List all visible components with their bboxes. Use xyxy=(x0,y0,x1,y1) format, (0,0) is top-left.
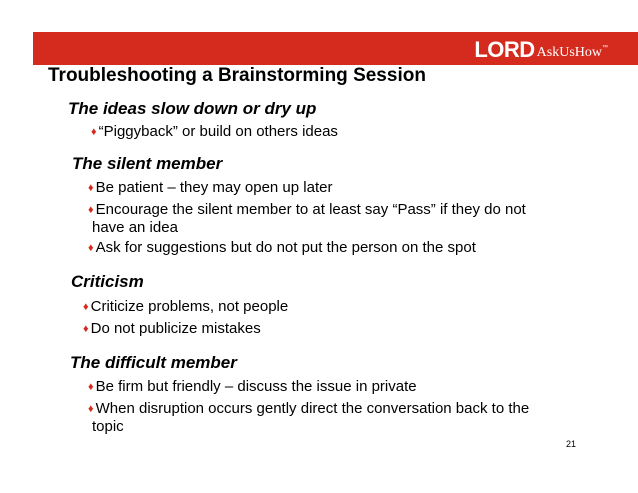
diamond-bullet-icon: ♦ xyxy=(88,182,94,194)
diamond-bullet-icon: ♦ xyxy=(83,323,89,335)
section-heading-difficult-member: The difficult member xyxy=(70,353,237,372)
list-item: ♦ “Piggyback” or build on others ideas xyxy=(91,123,338,140)
list-item: ♦ Be patient – they may open up later xyxy=(88,179,333,196)
list-item: ♦ Ask for suggestions but do not put the person on the spot xyxy=(88,239,476,256)
logo-word: LORD xyxy=(474,37,535,62)
slide-title: Troubleshooting a Brainstorming Session xyxy=(48,65,426,86)
lord-logo xyxy=(474,37,608,61)
diamond-bullet-icon: ♦ xyxy=(88,403,94,415)
header-banner xyxy=(33,32,638,65)
list-item: ♦ Criticize problems, not people xyxy=(83,298,289,315)
section-heading-silent-member: The silent member xyxy=(72,154,223,173)
logo-trademark: ™ xyxy=(602,45,608,51)
section-heading-criticism: Criticism xyxy=(71,272,144,291)
diamond-bullet-icon: ♦ xyxy=(88,204,94,216)
section-heading-ideas-slow: The ideas slow down or dry up xyxy=(68,99,317,118)
list-item: ♦ Encourage the silent member to at least say “Pass” if they do not xyxy=(88,201,526,218)
page-number: 21 xyxy=(566,439,577,449)
list-item-continuation: topic xyxy=(92,418,124,435)
list-item: ♦ Do not publicize mistakes xyxy=(83,320,261,337)
list-item: ♦ When disruption occurs gently direct the conversation back to the xyxy=(88,400,530,417)
list-item-continuation: have an idea xyxy=(92,219,178,236)
diamond-bullet-icon: ♦ xyxy=(88,242,94,254)
diamond-bullet-icon: ♦ xyxy=(91,126,97,138)
diamond-bullet-icon: ♦ xyxy=(88,381,94,393)
list-item: ♦ Be firm but friendly – discuss the issue in private xyxy=(88,378,417,395)
diamond-bullet-icon: ♦ xyxy=(83,301,89,313)
logo-tagline: AskUsHow xyxy=(536,45,602,60)
